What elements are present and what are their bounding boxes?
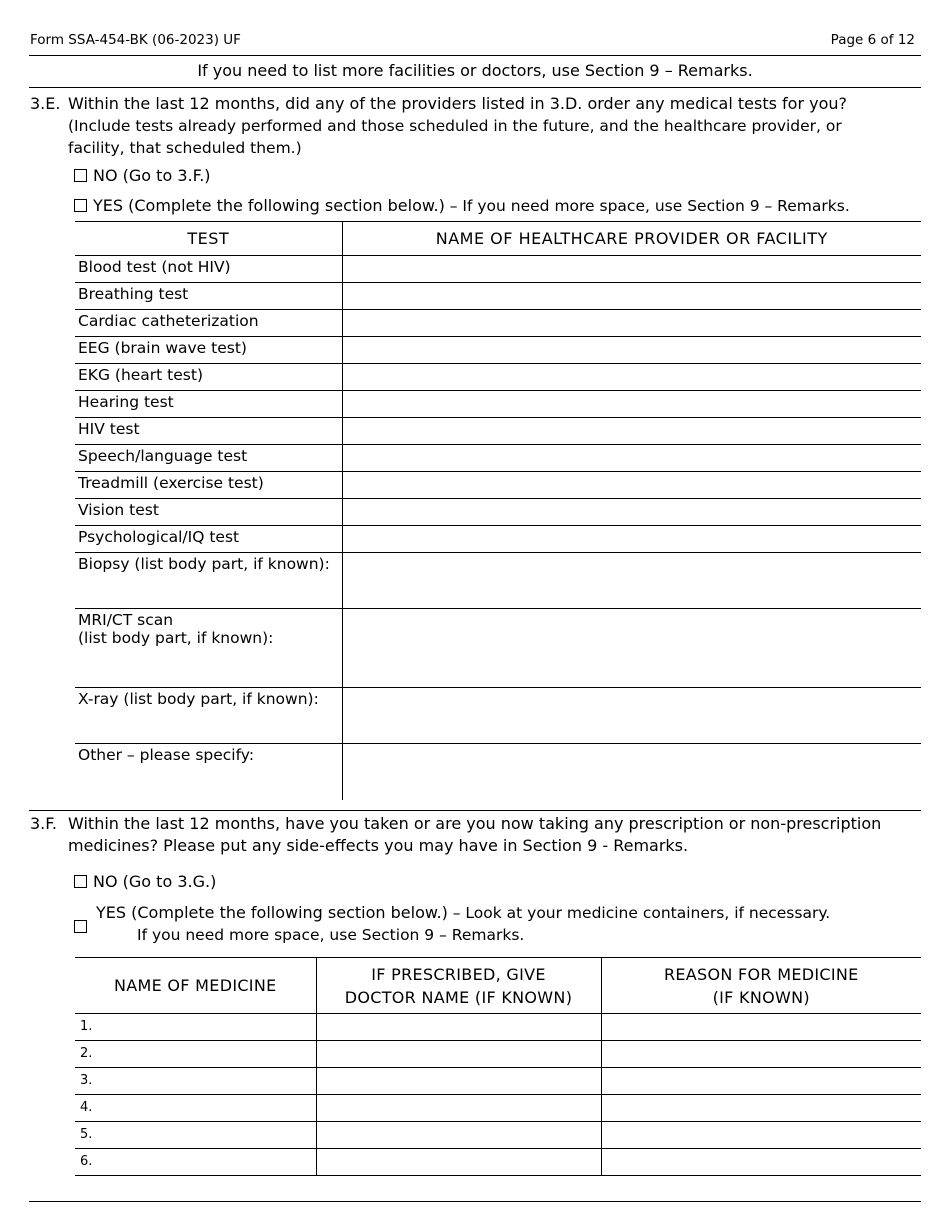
medicine-cell[interactable]: 3. <box>75 1068 316 1095</box>
table-row <box>75 445 921 472</box>
table-row <box>75 526 921 553</box>
test-label: Blood test (not HIV) <box>75 256 342 283</box>
q3f-no-option[interactable] <box>74 871 216 893</box>
provider-cell-vision-test[interactable] <box>342 499 921 526</box>
reason-cell[interactable] <box>601 1095 921 1122</box>
instruction-rule <box>29 87 921 88</box>
q3f-yes-checkbox[interactable] <box>74 920 87 933</box>
table-row <box>75 744 921 800</box>
provider-cell-xray[interactable] <box>342 688 921 744</box>
table-row <box>75 1122 921 1149</box>
question-3e-line1: Within the last 12 months, did any of the providers listed in 3.D. order any medical tests for you? <box>68 94 848 113</box>
col-provider-header: NAME OF HEALTHCARE PROVIDER OR FACILITY <box>342 222 921 256</box>
header-rule <box>29 55 921 56</box>
test-label: EEG (brain wave test) <box>75 337 342 364</box>
q3e-no-checkbox[interactable] <box>74 169 87 182</box>
provider-cell-biopsy[interactable] <box>342 553 921 609</box>
table-row <box>75 499 921 526</box>
medicine-cell[interactable]: 4. <box>75 1095 316 1122</box>
medicine-cell[interactable]: 1. <box>75 1014 316 1041</box>
q3f-no-label: NO (Go to 3.G.) <box>93 872 217 891</box>
col-doctor-header-line2: DOCTOR NAME (IF KNOWN) <box>344 987 573 1007</box>
provider-cell-breathing-test[interactable] <box>342 283 921 310</box>
doctor-cell[interactable] <box>316 1122 601 1149</box>
page-number: Page 6 of 12 <box>830 32 915 48</box>
test-label: Speech/language test <box>75 445 342 472</box>
table-row <box>75 364 921 391</box>
table-row <box>75 1014 921 1041</box>
provider-cell-speech-test[interactable] <box>342 445 921 472</box>
form-id: Form SSA-454-BK (06-2023) UF <box>30 32 241 48</box>
medicine-cell[interactable]: 2. <box>75 1041 316 1068</box>
test-label: Hearing test <box>75 391 342 418</box>
test-label-mri <box>75 609 342 688</box>
col-reason-header-line2: (IF KNOWN) <box>712 987 810 1007</box>
facilities-instruction: If you need to list more facilities or doctors, use Section 9 – Remarks. <box>197 61 753 80</box>
provider-cell-ekg[interactable] <box>342 364 921 391</box>
provider-cell-blood-test[interactable] <box>342 256 921 283</box>
test-label: Psychological/IQ test <box>75 526 342 553</box>
provider-cell-other[interactable] <box>342 744 921 800</box>
med-table-header <box>75 958 921 1014</box>
question-3e-line2: (Include tests already performed and those scheduled in the future, and the healthcare provider, or <box>68 117 842 135</box>
table-row <box>75 391 921 418</box>
table-row <box>75 553 921 609</box>
medicine-cell[interactable]: 5. <box>75 1122 316 1149</box>
reason-cell[interactable] <box>601 1122 921 1149</box>
test-label: Breathing test <box>75 283 342 310</box>
col-doctor-header <box>316 958 601 1014</box>
doctor-cell[interactable] <box>316 1041 601 1068</box>
test-label: EKG (heart test) <box>75 364 342 391</box>
test-label-mri-line1: MRI/CT scan <box>78 611 174 629</box>
question-3e <box>30 93 847 159</box>
table-row <box>75 283 921 310</box>
test-label: Vision test <box>75 499 342 526</box>
table-row <box>75 256 921 283</box>
provider-cell-cardiac-catheterization[interactable] <box>342 310 921 337</box>
table-row <box>75 609 921 688</box>
medicine-cell[interactable]: 6. <box>75 1149 316 1176</box>
q3f-yes-note: – Look at your medicine containers, if necessary. <box>447 904 831 922</box>
table-row <box>75 1149 921 1176</box>
q3e-yes-option[interactable] <box>74 195 850 217</box>
test-label: Biopsy (list body part, if known): <box>75 553 342 609</box>
reason-cell[interactable] <box>601 1041 921 1068</box>
q3f-no-checkbox[interactable] <box>74 875 87 888</box>
q3e-yes-checkbox[interactable] <box>74 199 87 212</box>
q3e-no-option[interactable] <box>74 165 211 187</box>
question-3e-line3: facility, that scheduled them.) <box>68 139 302 157</box>
provider-cell-hiv-test[interactable] <box>342 418 921 445</box>
table-row <box>75 1095 921 1122</box>
doctor-cell[interactable] <box>316 1095 601 1122</box>
doctor-cell[interactable] <box>316 1014 601 1041</box>
medicines-table <box>75 957 921 1176</box>
question-3f-line1: Within the last 12 months, have you taken or are you now taking any prescription or non-prescription <box>68 814 882 833</box>
q3f-yes-label: YES (Complete the following section below.) <box>96 903 448 922</box>
question-3f-line2: medicines? Please put any side-effects you may have in Section 9 - Remarks. <box>68 836 689 855</box>
test-label: Treadmill (exercise test) <box>75 472 342 499</box>
reason-cell[interactable] <box>601 1149 921 1176</box>
provider-cell-mri-ct[interactable] <box>342 609 921 688</box>
provider-cell-eeg[interactable] <box>342 337 921 364</box>
tests-table-header <box>75 222 921 256</box>
provider-cell-treadmill-test[interactable] <box>342 472 921 499</box>
col-medicine-name-header: NAME OF MEDICINE <box>75 958 316 1014</box>
table-row <box>75 472 921 499</box>
q3e-yes-label: YES (Complete the following section below.) <box>93 196 445 215</box>
reason-cell[interactable] <box>601 1068 921 1095</box>
question-3f-number: 3.F. <box>30 814 57 833</box>
test-label: HIV test <box>75 418 342 445</box>
q3f-yes-line2: If you need more space, use Section 9 – Remarks. <box>137 926 525 944</box>
footer-rule <box>29 1201 921 1202</box>
question-3f <box>30 813 881 857</box>
table-row <box>75 310 921 337</box>
test-label: Cardiac catheterization <box>75 310 342 337</box>
q3f-yes-option[interactable] <box>74 902 830 946</box>
table-row <box>75 1068 921 1095</box>
q3e-yes-note: – If you need more space, use Section 9 – Remarks. <box>444 197 850 215</box>
medical-tests-table <box>75 221 921 800</box>
doctor-cell[interactable] <box>316 1149 601 1176</box>
table-row <box>75 418 921 445</box>
reason-cell[interactable] <box>601 1014 921 1041</box>
table-row <box>75 337 921 364</box>
test-label-mri-line2: (list body part, if known): <box>78 629 274 647</box>
col-doctor-header-line1: IF PRESCRIBED, GIVE <box>371 964 546 984</box>
test-label: X-ray (list body part, if known): <box>75 688 342 744</box>
q3e-no-label: NO (Go to 3.F.) <box>93 166 211 185</box>
provider-cell-psychological-test[interactable] <box>342 526 921 553</box>
col-test-header: TEST <box>75 222 342 256</box>
test-label: Other – please specify: <box>75 744 342 800</box>
col-reason-header-line1: REASON FOR MEDICINE <box>663 964 859 984</box>
col-reason-header <box>601 958 921 1014</box>
table-row <box>75 1041 921 1068</box>
doctor-cell[interactable] <box>316 1068 601 1095</box>
question-3e-number: 3.E. <box>30 94 61 113</box>
table-row <box>75 688 921 744</box>
provider-cell-hearing-test[interactable] <box>342 391 921 418</box>
section-3f-rule <box>29 810 921 811</box>
